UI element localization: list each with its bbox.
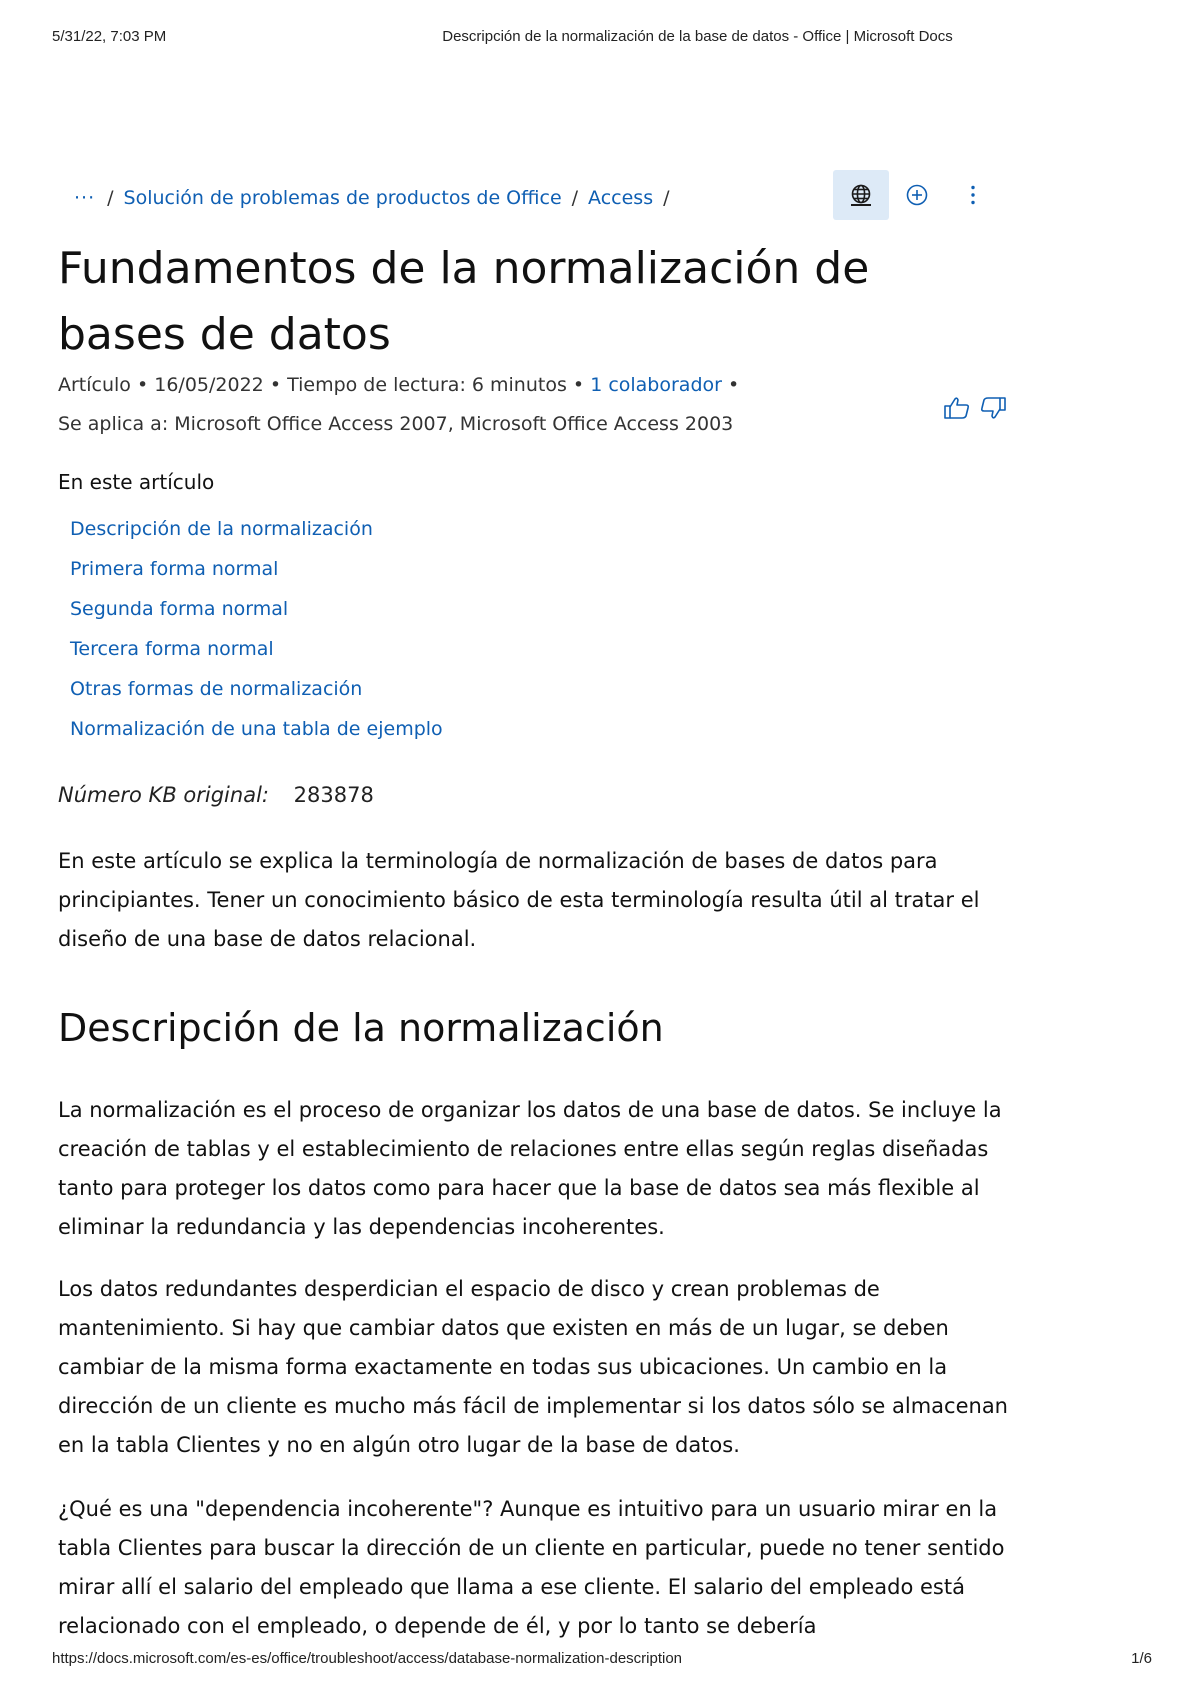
meta-reading-time: Tiempo de lectura: 6 minutos: [287, 374, 567, 396]
print-page-number: 1/6: [1131, 1650, 1152, 1667]
toc-item-normalization-description[interactable]: Descripción de la normalización: [70, 518, 373, 540]
kb-number-label: Número KB original:: [58, 783, 269, 807]
language-button[interactable]: [833, 170, 889, 220]
print-footer: [0, 1650, 1200, 1670]
thumbs-down-icon: [978, 394, 1008, 422]
contributors-link[interactable]: 1 colaborador: [590, 374, 722, 396]
print-page-title: Descripción de la normalización de la base de datos - Office | Microsoft Docs: [442, 28, 953, 45]
add-to-collection-button[interactable]: [889, 170, 945, 220]
intro-paragraph: En este artículo se explica la terminología de normalización de bases de datos para principiantes. Tener un conocimiento básico de esta terminología resulta útil al tratar el diseño de una base de datos relacional.: [58, 849, 980, 951]
body-paragraph: ¿Qué es una "dependencia incoherente"? Aunque es intuitivo para un usuario mirar en la tabla Clientes para buscar la dirección de un cliente en particular, puede no tener sentido mirar allí el salario del empleado que llama a ese cliente. El salario del empleado está relacionado con el empleado, o depende de él, y por lo tanto se debería: [58, 1497, 1005, 1638]
breadcrumb-separator: /: [571, 187, 579, 209]
toc-item-other-normalization-forms[interactable]: Otras formas de normalización: [70, 678, 363, 700]
print-header: [0, 28, 1200, 48]
breadcrumb: [74, 180, 680, 216]
applies-to-label: Se aplica a:: [58, 413, 169, 435]
more-options-button[interactable]: [945, 170, 1001, 220]
circle-plus-icon: [904, 182, 930, 208]
article-meta: [58, 374, 739, 396]
print-url: https://docs.microsoft.com/es-es/office/troubleshoot/access/database-normalization-description: [52, 1650, 683, 1667]
feedback-buttons: [942, 394, 1008, 426]
meta-bullet: •: [269, 374, 282, 396]
body-paragraph: Los datos redundantes desperdician el espacio de disco y crean problemas de mantenimiento. Si hay que cambiar datos que existen en más de un lugar, se deben cambiar de la misma forma exactamente en todas sus ubicaciones. Un cambio en la dirección de un cliente es mucho más fácil de implementar si los datos sólo se almacenan en la tabla Clientes y no en algún otro lugar de la base de datos.: [58, 1277, 1008, 1457]
applies-to: [58, 413, 733, 435]
article-actions: [833, 170, 1013, 220]
breadcrumb-item-office-troubleshooting[interactable]: Solución de problemas de productos de Office: [123, 187, 562, 209]
vertical-ellipsis-icon: [960, 182, 986, 208]
table-of-contents: [70, 518, 443, 758]
meta-bullet: •: [728, 374, 740, 396]
toc-item-third-normal-form[interactable]: Tercera forma normal: [70, 638, 274, 660]
toc-item-sample-table-normalization[interactable]: Normalización de una tabla de ejemplo: [70, 718, 443, 740]
meta-bullet: •: [136, 374, 149, 396]
toc-item-first-normal-form[interactable]: Primera forma normal: [70, 558, 279, 580]
breadcrumb-item-access[interactable]: Access: [588, 187, 654, 209]
page-title: Fundamentos de la normalización de bases de datos: [58, 243, 870, 360]
like-button[interactable]: [942, 394, 972, 426]
toc-heading: En este artículo: [58, 470, 215, 494]
toc-item-second-normal-form[interactable]: Segunda forma normal: [70, 598, 289, 620]
print-datetime: 5/31/22, 7:03 PM: [52, 28, 167, 45]
applies-to-value: Microsoft Office Access 2007, Microsoft Office Access 2003: [174, 413, 734, 435]
breadcrumb-ellipsis-button[interactable]: ···: [74, 187, 96, 209]
meta-date: 16/05/2022: [154, 374, 264, 396]
globe-icon: [848, 182, 874, 208]
meta-type: Artículo: [58, 374, 131, 396]
section-heading: Descripción de la normalización: [58, 1006, 664, 1050]
breadcrumb-separator: /: [107, 187, 114, 209]
meta-bullet: •: [572, 374, 585, 396]
thumbs-up-icon: [942, 394, 972, 422]
breadcrumb-separator: /: [663, 187, 670, 209]
dislike-button[interactable]: [978, 394, 1008, 426]
kb-number-value: 283878: [293, 783, 374, 807]
body-paragraph: La normalización es el proceso de organizar los datos de una base de datos. Se incluye la creación de tablas y el establecimiento de relaciones entre ellas según reglas diseñadas tanto para proteger los datos como para hacer que la base de datos sea más flexible al eliminar la redundancia y las dependencias incoherentes.: [58, 1098, 1002, 1239]
kb-number: [58, 783, 374, 807]
